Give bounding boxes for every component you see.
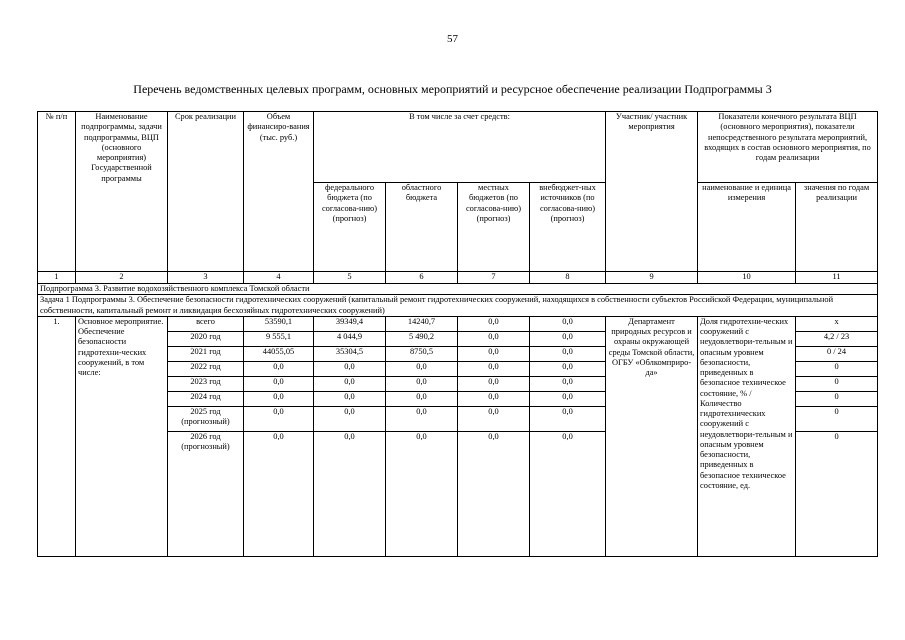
extra-cell: 0,0 bbox=[530, 406, 606, 431]
total-cell: 0,0 bbox=[244, 376, 314, 391]
value-cell: 0 bbox=[796, 391, 878, 406]
local-cell: 0,0 bbox=[458, 361, 530, 376]
header-row-1 bbox=[38, 112, 878, 183]
column-numbers-row bbox=[38, 272, 878, 284]
regional-cell: 0,0 bbox=[386, 431, 458, 556]
header-indicators: Показатели конечного результата ВЦП (основного мероприятия), показатели непосредственного результата мероприятий, входящих в состав основного мероприятия, по годам реализации bbox=[698, 112, 878, 183]
extra-cell: 0,0 bbox=[530, 331, 606, 346]
federal-cell: 0,0 bbox=[314, 376, 386, 391]
item-name: Основное мероприятие. Обеспечение безопасности гидротехни-ческих сооружений, в том числе: bbox=[76, 316, 168, 556]
regional-cell: 14240,7 bbox=[386, 316, 458, 331]
local-cell: 0,0 bbox=[458, 376, 530, 391]
extra-cell: 0,0 bbox=[530, 391, 606, 406]
value-cell: 4,2 / 23 bbox=[796, 331, 878, 346]
period-cell: 2022 год bbox=[168, 361, 244, 376]
value-cell: 0 / 24 bbox=[796, 346, 878, 361]
total-cell: 44055,05 bbox=[244, 346, 314, 361]
header-regional: областного бюджета bbox=[386, 183, 458, 272]
local-cell: 0,0 bbox=[458, 316, 530, 331]
header-including: В том числе за счет средств: bbox=[314, 112, 606, 183]
indicator-cell: Доля гидротехни-ческих сооружений с неудовлетвори-тельным и опасным уровнем безопасности, приведенных в безопасное техническое состояние, % / Количество гидротехнических сооружений с неудовлетвори-тельным и опасным уровнем безопасности, приведенных в безопасное техническое состояние, ед. bbox=[698, 316, 796, 556]
program-table bbox=[37, 111, 878, 557]
federal-cell: 0,0 bbox=[314, 431, 386, 556]
extra-cell: 0,0 bbox=[530, 346, 606, 361]
period-cell: 2020 год bbox=[168, 331, 244, 346]
column-number: 7 bbox=[458, 272, 530, 284]
extra-cell: 0,0 bbox=[530, 361, 606, 376]
column-number: 10 bbox=[698, 272, 796, 284]
column-number: 2 bbox=[76, 272, 168, 284]
total-cell: 0,0 bbox=[244, 406, 314, 431]
extra-cell: 0,0 bbox=[530, 376, 606, 391]
item-number: 1. bbox=[38, 316, 76, 556]
column-number: 11 bbox=[796, 272, 878, 284]
federal-cell: 0,0 bbox=[314, 361, 386, 376]
header-indicator-values: значения по годам реализации bbox=[796, 183, 878, 272]
column-number: 8 bbox=[530, 272, 606, 284]
federal-cell: 4 044,9 bbox=[314, 331, 386, 346]
extra-cell: 0,0 bbox=[530, 431, 606, 556]
local-cell: 0,0 bbox=[458, 431, 530, 556]
column-number: 5 bbox=[314, 272, 386, 284]
total-cell: 53590,1 bbox=[244, 316, 314, 331]
column-number: 3 bbox=[168, 272, 244, 284]
column-number: 4 bbox=[244, 272, 314, 284]
local-cell: 0,0 bbox=[458, 331, 530, 346]
subprogram-title: Подпрограмма 3. Развитие водохозяйственного комплекса Томской области bbox=[38, 284, 878, 295]
header-name: Наименование подпрограммы, задачи подпрограммы, ВЦП (основного мероприятия) Государственной программы bbox=[76, 112, 168, 272]
header-federal: федерального бюджета (по согласова-нию) (прогноз) bbox=[314, 183, 386, 272]
value-cell: х bbox=[796, 316, 878, 331]
federal-cell: 39349,4 bbox=[314, 316, 386, 331]
local-cell: 0,0 bbox=[458, 346, 530, 361]
regional-cell: 0,0 bbox=[386, 406, 458, 431]
regional-cell: 0,0 bbox=[386, 361, 458, 376]
regional-cell: 5 490,2 bbox=[386, 331, 458, 346]
column-number: 1 bbox=[38, 272, 76, 284]
header-term: Срок реализации bbox=[168, 112, 244, 272]
column-number: 6 bbox=[386, 272, 458, 284]
header-indicator-name: наименование и единица измерения bbox=[698, 183, 796, 272]
value-cell: 0 bbox=[796, 406, 878, 431]
header-num: № п/п bbox=[38, 112, 76, 272]
period-cell: всего bbox=[168, 316, 244, 331]
header-volume: Объем финансиро-вания (тыс. руб.) bbox=[244, 112, 314, 272]
extra-cell: 0,0 bbox=[530, 316, 606, 331]
federal-cell: 0,0 bbox=[314, 406, 386, 431]
subprogram-row bbox=[38, 284, 878, 295]
header-local: местных бюджетов (по согласова-нию) (прогноз) bbox=[458, 183, 530, 272]
total-cell: 0,0 bbox=[244, 391, 314, 406]
total-cell: 0,0 bbox=[244, 431, 314, 556]
header-participant: Участник/ участник мероприятия bbox=[606, 112, 698, 272]
participant-cell: Департамент природных ресурсов и охраны окружающей среды Томской области, ОГБУ «Облкомприро-да» bbox=[606, 316, 698, 556]
local-cell: 0,0 bbox=[458, 391, 530, 406]
period-cell: 2026 год (прогнозный) bbox=[168, 431, 244, 556]
total-cell: 9 555,1 bbox=[244, 331, 314, 346]
period-cell: 2021 год bbox=[168, 346, 244, 361]
total-cell: 0,0 bbox=[244, 361, 314, 376]
regional-cell: 0,0 bbox=[386, 391, 458, 406]
document-title: Перечень ведомственных целевых программ, основных мероприятий и ресурсное обеспечение реализации Подпрограммы 3 bbox=[133, 82, 772, 96]
task-row bbox=[38, 295, 878, 317]
federal-cell: 35304,5 bbox=[314, 346, 386, 361]
period-cell: 2024 год bbox=[168, 391, 244, 406]
regional-cell: 8750,5 bbox=[386, 346, 458, 361]
local-cell: 0,0 bbox=[458, 406, 530, 431]
value-cell: 0 bbox=[796, 361, 878, 376]
task-title: Задача 1 Подпрограммы 3. Обеспечение безопасности гидротехнических сооружений (капитальный ремонт гидротехнических сооружений, находящихся в собственности субъектов Российской Федерации, муниципальной собственности, капитальный ремонт и ликвидация бесхозяйных гидротехнических сооружений) bbox=[38, 295, 878, 317]
value-cell: 0 bbox=[796, 431, 878, 556]
value-cell: 0 bbox=[796, 376, 878, 391]
column-number: 9 bbox=[606, 272, 698, 284]
page-number: 57 bbox=[447, 33, 458, 45]
regional-cell: 0,0 bbox=[386, 376, 458, 391]
table-row bbox=[38, 316, 878, 331]
period-cell: 2025 год (прогнозный) bbox=[168, 406, 244, 431]
header-extra: внебюджет-ных источников (по согласова-нию) (прогноз) bbox=[530, 183, 606, 272]
period-cell: 2023 год bbox=[168, 376, 244, 391]
federal-cell: 0,0 bbox=[314, 391, 386, 406]
